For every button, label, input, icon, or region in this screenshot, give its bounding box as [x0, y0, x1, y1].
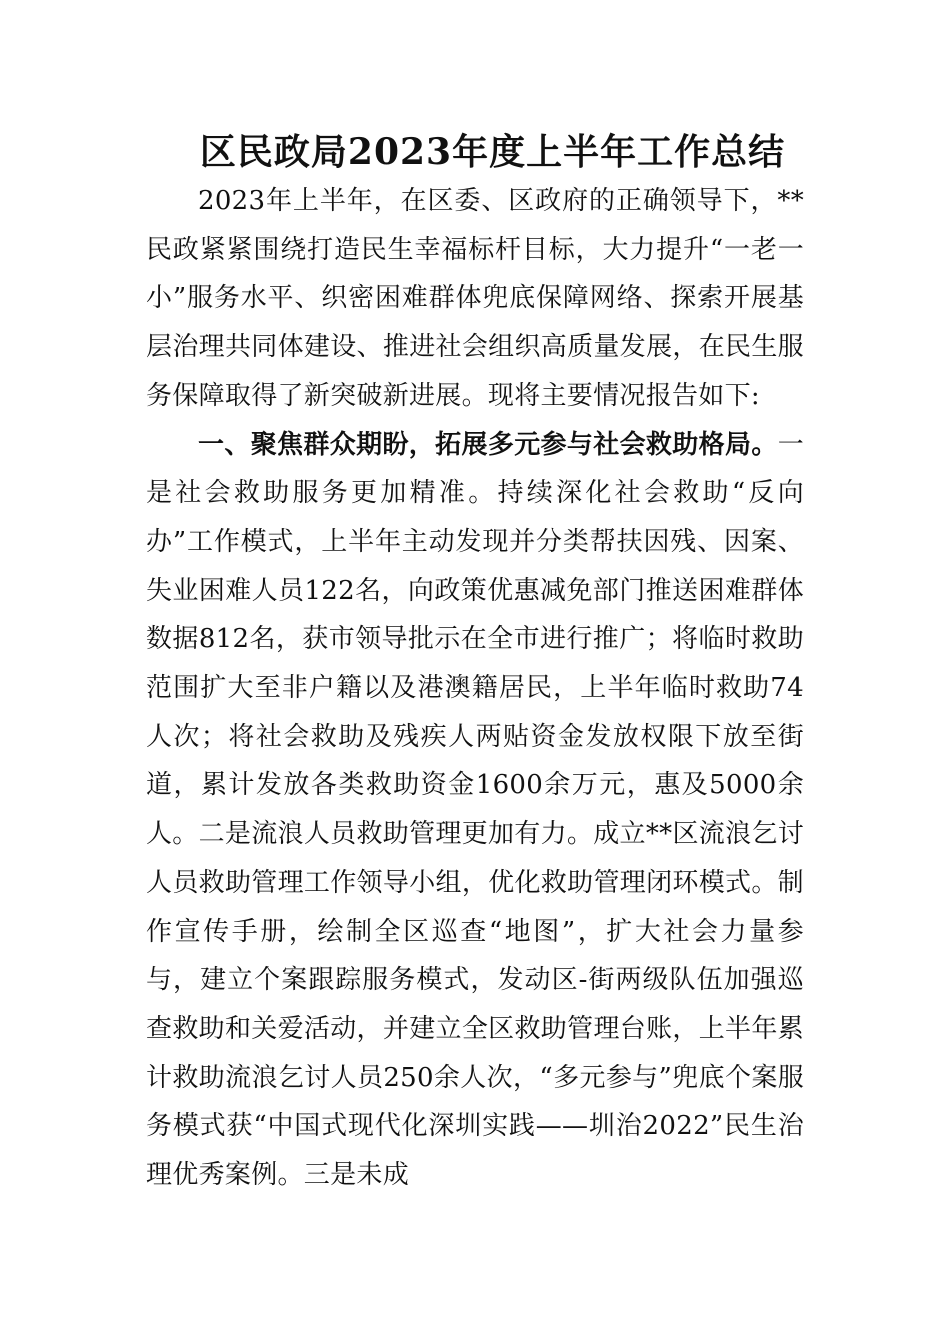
section-one-text: 一是社会救助服务更加精准。持续深化社会救助“反向办”工作模式，上半年主动发现并分类帮扶因残、因案、失业困难人员122名，向政策优惠减免部门推送困难群体数据812名，获市领导批示在全市进行推广；将临时救助范围扩大至非户籍以及港澳籍居民，上半年临时救助74人次；将社会救助及残疾人两贴资金发放权限下放至街道，累计发放各类救助资金1600余万元，惠及5000余人。二是流浪人员救助管理更加有力。成立**区流浪乞讨人员救助管理工作领导小组，优化救助管理闭环模式。制作宣传手册，绘制全区巡查“地图”，扩大社会力量参与，建立个案跟踪服务模式，发动区-街两级队伍加强巡查救助和关爱活动，并建立全区救助管理台账，上半年累计救助流浪乞讨人员250余人次，“多元参与”兜底个案服务模式获“中国式现代化深圳实践——圳治2022”民生治理优秀案例。三是未成 [146, 429, 804, 1191]
document-title: 区民政局2023年度上半年工作总结 [199, 131, 786, 173]
intro-paragraph-text: 2023年上半年，在区委、区政府的正确领导下，**民政紧紧围绕打造民生幸福标杆目标，大力提升“一老一小”服务水平、织密困难群体兜底保障网络、探索开展基层治理共同体建设、推进社会组织高质量发展，在民生服务保障取得了新突破新进展。现将主要情况报告如下: [146, 186, 804, 411]
document-body [146, 177, 804, 1200]
section-one-heading: 一、聚焦群众期盼，拓展多元参与社会救助格局。 [198, 429, 778, 460]
section-one-paragraph [146, 421, 804, 1200]
intro-paragraph [146, 177, 804, 421]
